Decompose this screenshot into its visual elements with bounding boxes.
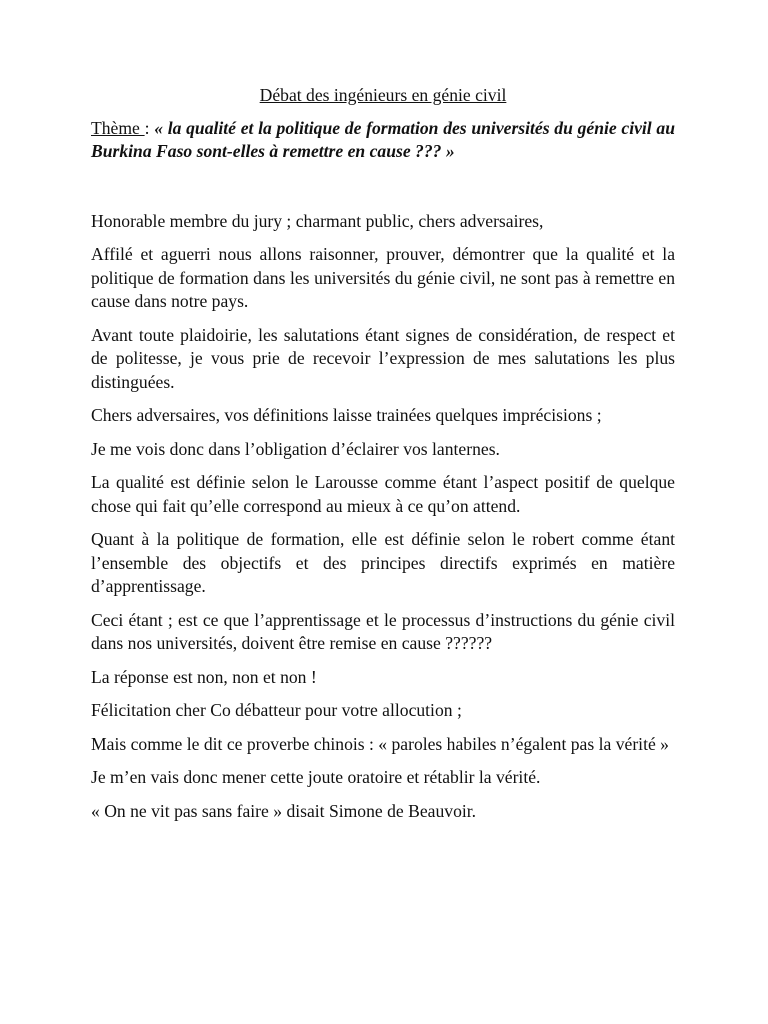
theme-separator: :: [144, 117, 155, 138]
paragraph-1: Honorable membre du jury ; charmant public, chers adversaires,: [91, 210, 544, 231]
theme-text: « la qualité et la politique de formation des universités du génie civil au Burkina Faso sont-elles à remettre en cause ??? »: [91, 117, 675, 161]
document-title: Débat des ingénieurs en génie civil: [259, 85, 507, 105]
paragraph-3: Avant toute plaidoirie, les salutations étant signes de considération, de respect et de politesse, je vous prie de recevoir l’expression de mes salutations les plus distinguées.: [91, 324, 675, 392]
document-page: [91, 84, 675, 833]
paragraph-13: « On ne vit pas sans faire » disait Simone de Beauvoir.: [91, 800, 477, 821]
paragraph-9: La réponse est non, non et non !: [91, 666, 317, 687]
theme-statement: [91, 117, 675, 164]
paragraph-2: Affilé et aguerri nous allons raisonner, prouver, démontrer que la qualité et la politique de formation dans les universités du génie civil, ne sont pas à remettre en cause dans notre pays.: [91, 244, 675, 311]
paragraph-7: Quant à la politique de formation, elle est définie selon le robert comme étant l’ensemble des objectifs et des principes directifs exprimés en matière d’apprentissage.: [91, 529, 675, 596]
theme-label: Thème: [91, 117, 145, 138]
paragraph-5: Je me vois donc dans l’obligation d’éclairer vos lanternes.: [91, 438, 500, 459]
paragraph-12: Je m’en vais donc mener cette joute oratoire et rétablir la vérité.: [91, 767, 541, 787]
paragraph-4: Chers adversaires, vos définitions laisse trainées quelques imprécisions ;: [91, 405, 602, 425]
paragraph-6: La qualité est définie selon le Larousse comme étant l’aspect positif de quelque chose qui fait qu’elle correspond au mieux à ce qu’on attend.: [91, 472, 675, 516]
paragraph-10: Félicitation cher Co débatteur pour votre allocution ;: [91, 700, 462, 720]
paragraph-8: Ceci étant ; est ce que l’apprentissage et le processus d’instructions du génie civil dans nos universités, doivent être remise en cause ??????: [91, 609, 675, 653]
paragraph-11: Mais comme le dit ce proverbe chinois : « paroles habiles n’égalent pas la vérité »: [91, 733, 669, 754]
